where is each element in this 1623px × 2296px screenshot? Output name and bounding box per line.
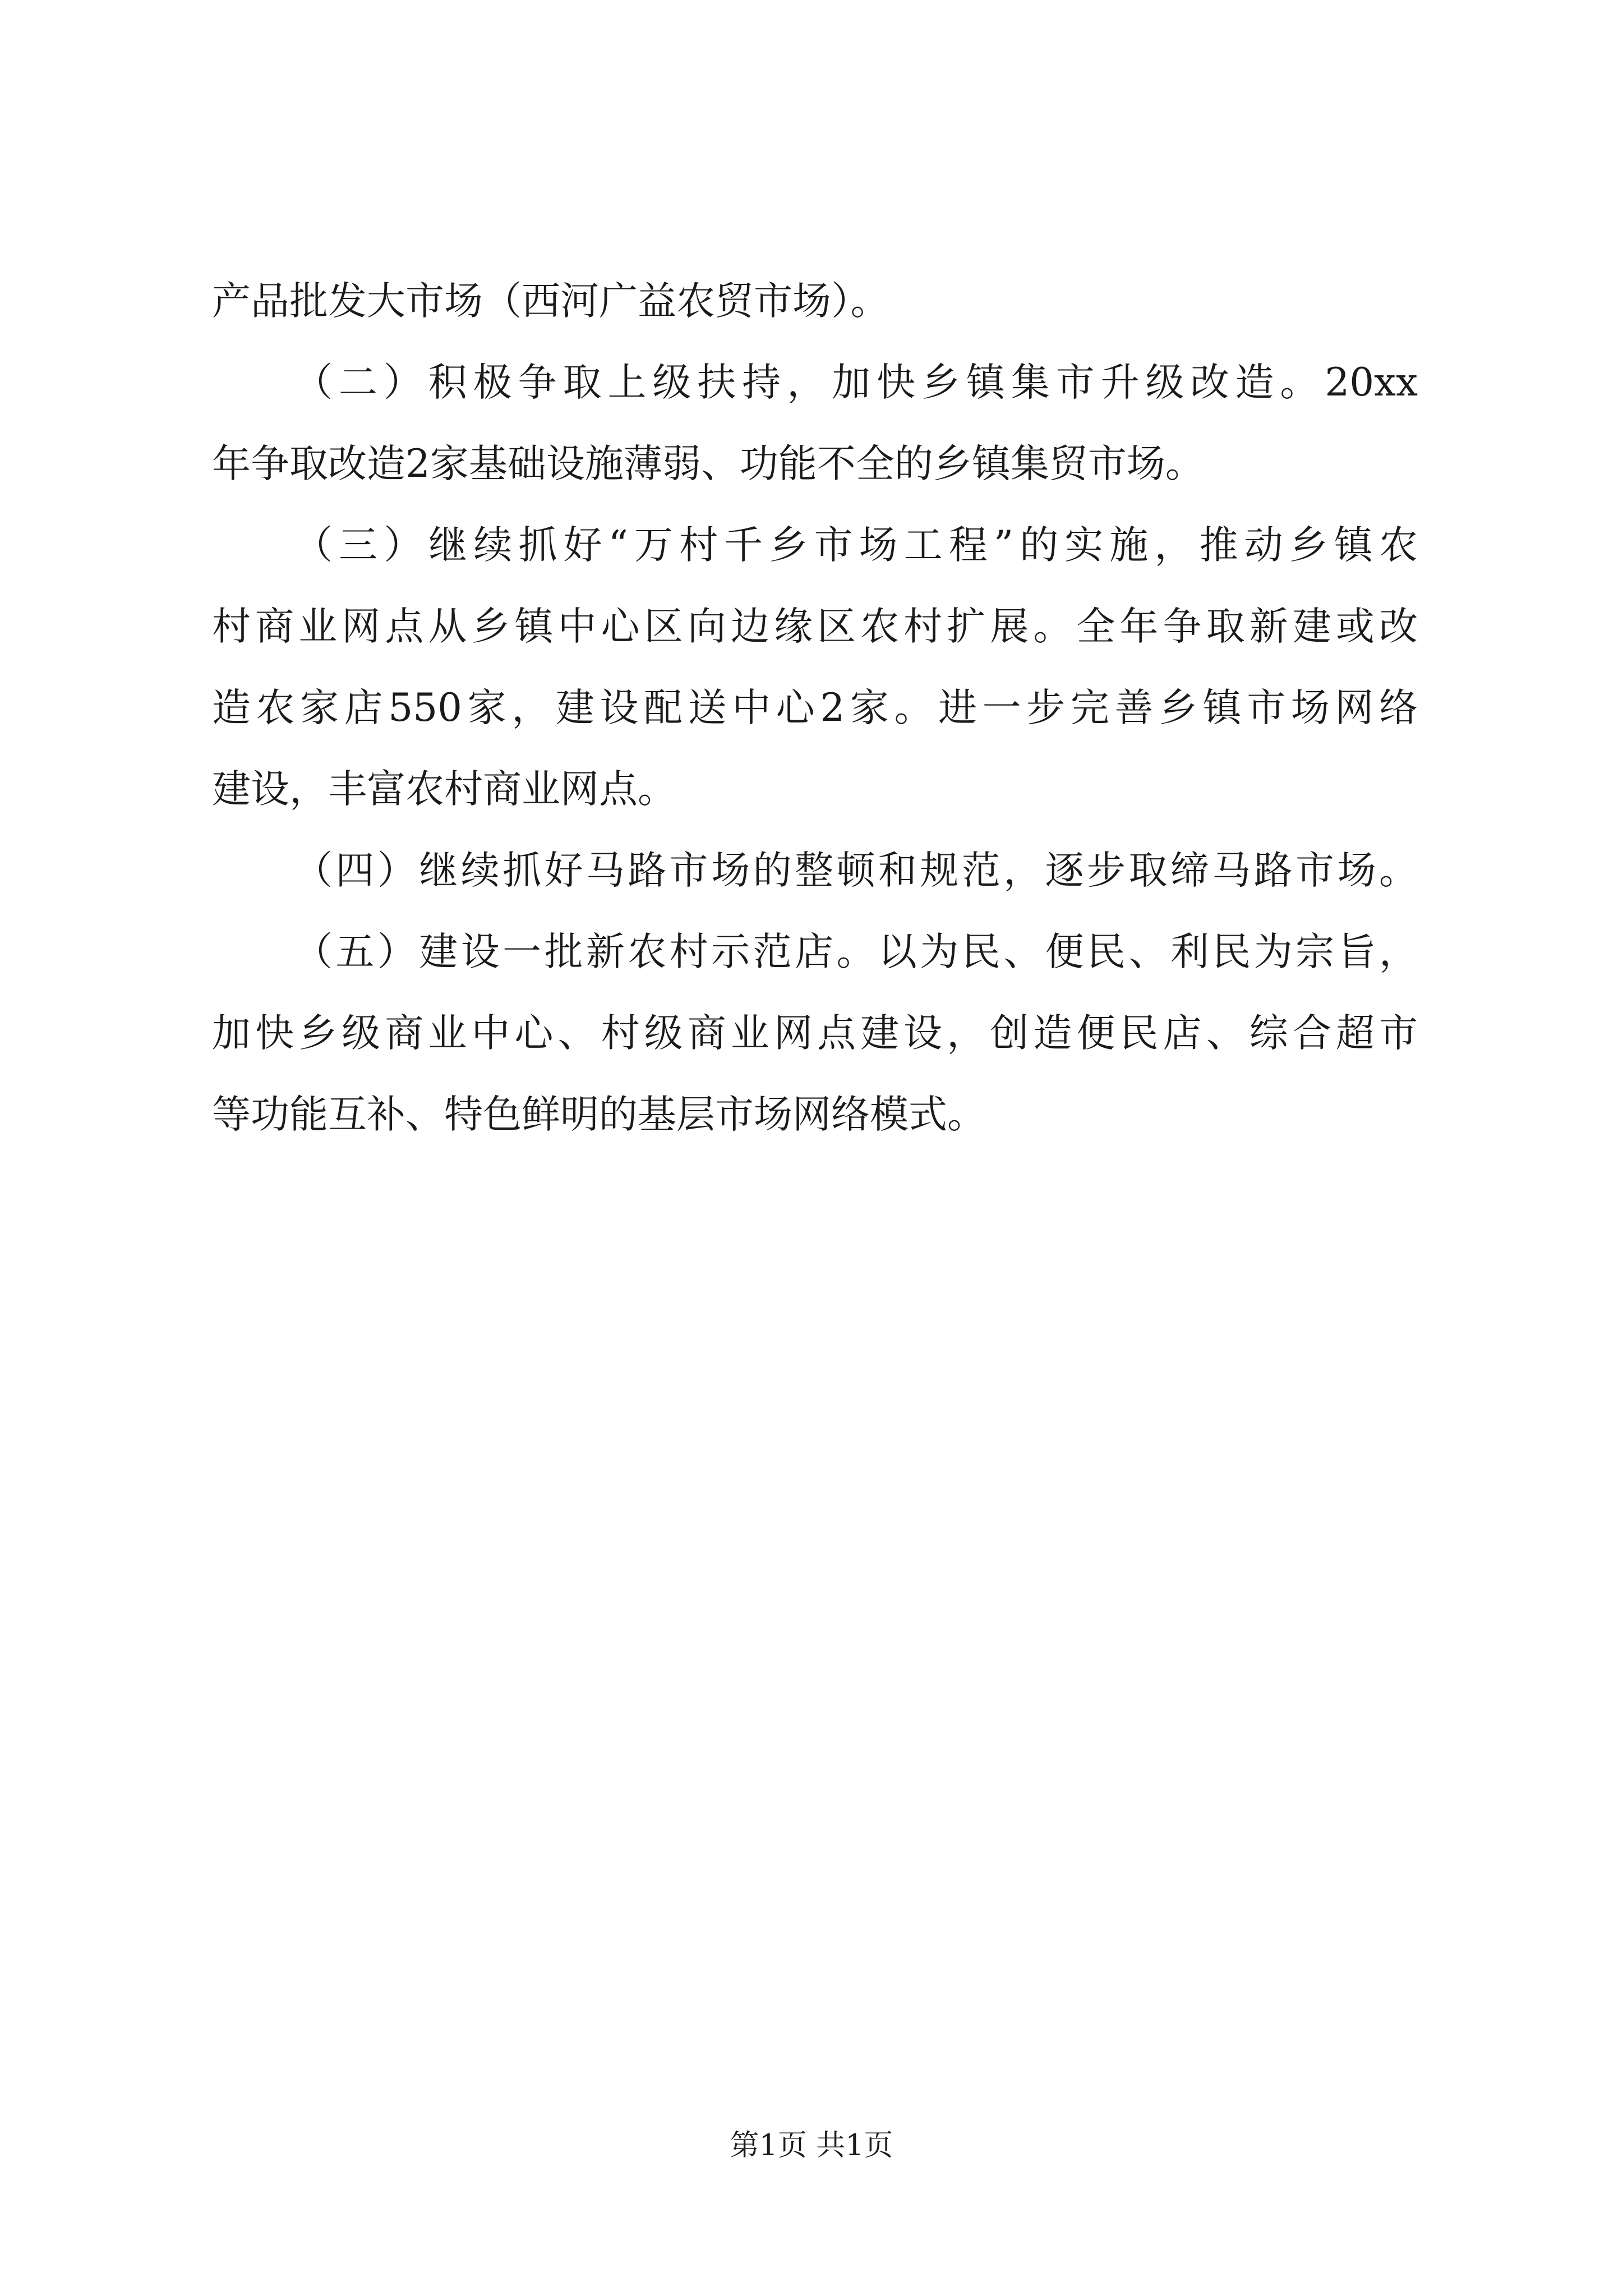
paragraph-line: 年争取改造2家基础设施薄弱、功能不全的乡镇集贸市场。 bbox=[212, 441, 1204, 486]
paragraph-line: 建设，丰富农村商业网点。 bbox=[212, 767, 676, 812]
paragraph bbox=[212, 505, 1418, 830]
paragraph bbox=[212, 342, 1418, 505]
paragraph-line: （三）继续抓好“万村千乡市场工程”的实施，推动乡镇农 bbox=[294, 523, 1418, 568]
paragraph bbox=[212, 830, 1418, 912]
paragraph-line: 加快乡级商业中心、村级商业网点建设，创造便民店、综合超市 bbox=[212, 1011, 1418, 1056]
page-footer: 第1页 共1页 bbox=[730, 2129, 893, 2162]
document-body bbox=[212, 261, 1418, 1156]
paragraph-line: （四）继续抓好马路市场的整顿和规范，逐步取缔马路市场。 bbox=[294, 848, 1418, 893]
paragraph-line: 造农家店550家，建设配送中心2家。进一步完善乡镇市场网络 bbox=[212, 685, 1418, 730]
paragraph bbox=[212, 261, 1418, 342]
paragraph-line: 产品批发大市场（西河广益农贸市场）。 bbox=[212, 279, 889, 324]
paragraph-line: （五）建设一批新农村示范店。以为民、便民、利民为宗旨， bbox=[294, 930, 1418, 974]
paragraph-line: 村商业网点从乡镇中心区向边缘区农村扩展。全年争取新建或改 bbox=[212, 604, 1418, 649]
paragraph-line: 等功能互补、特色鲜明的基层市场网络模式。 bbox=[212, 1092, 986, 1137]
paragraph-line: （二）积极争取上级扶持，加快乡镇集市升级改造。20xx bbox=[294, 360, 1418, 405]
paragraph bbox=[212, 912, 1418, 1156]
